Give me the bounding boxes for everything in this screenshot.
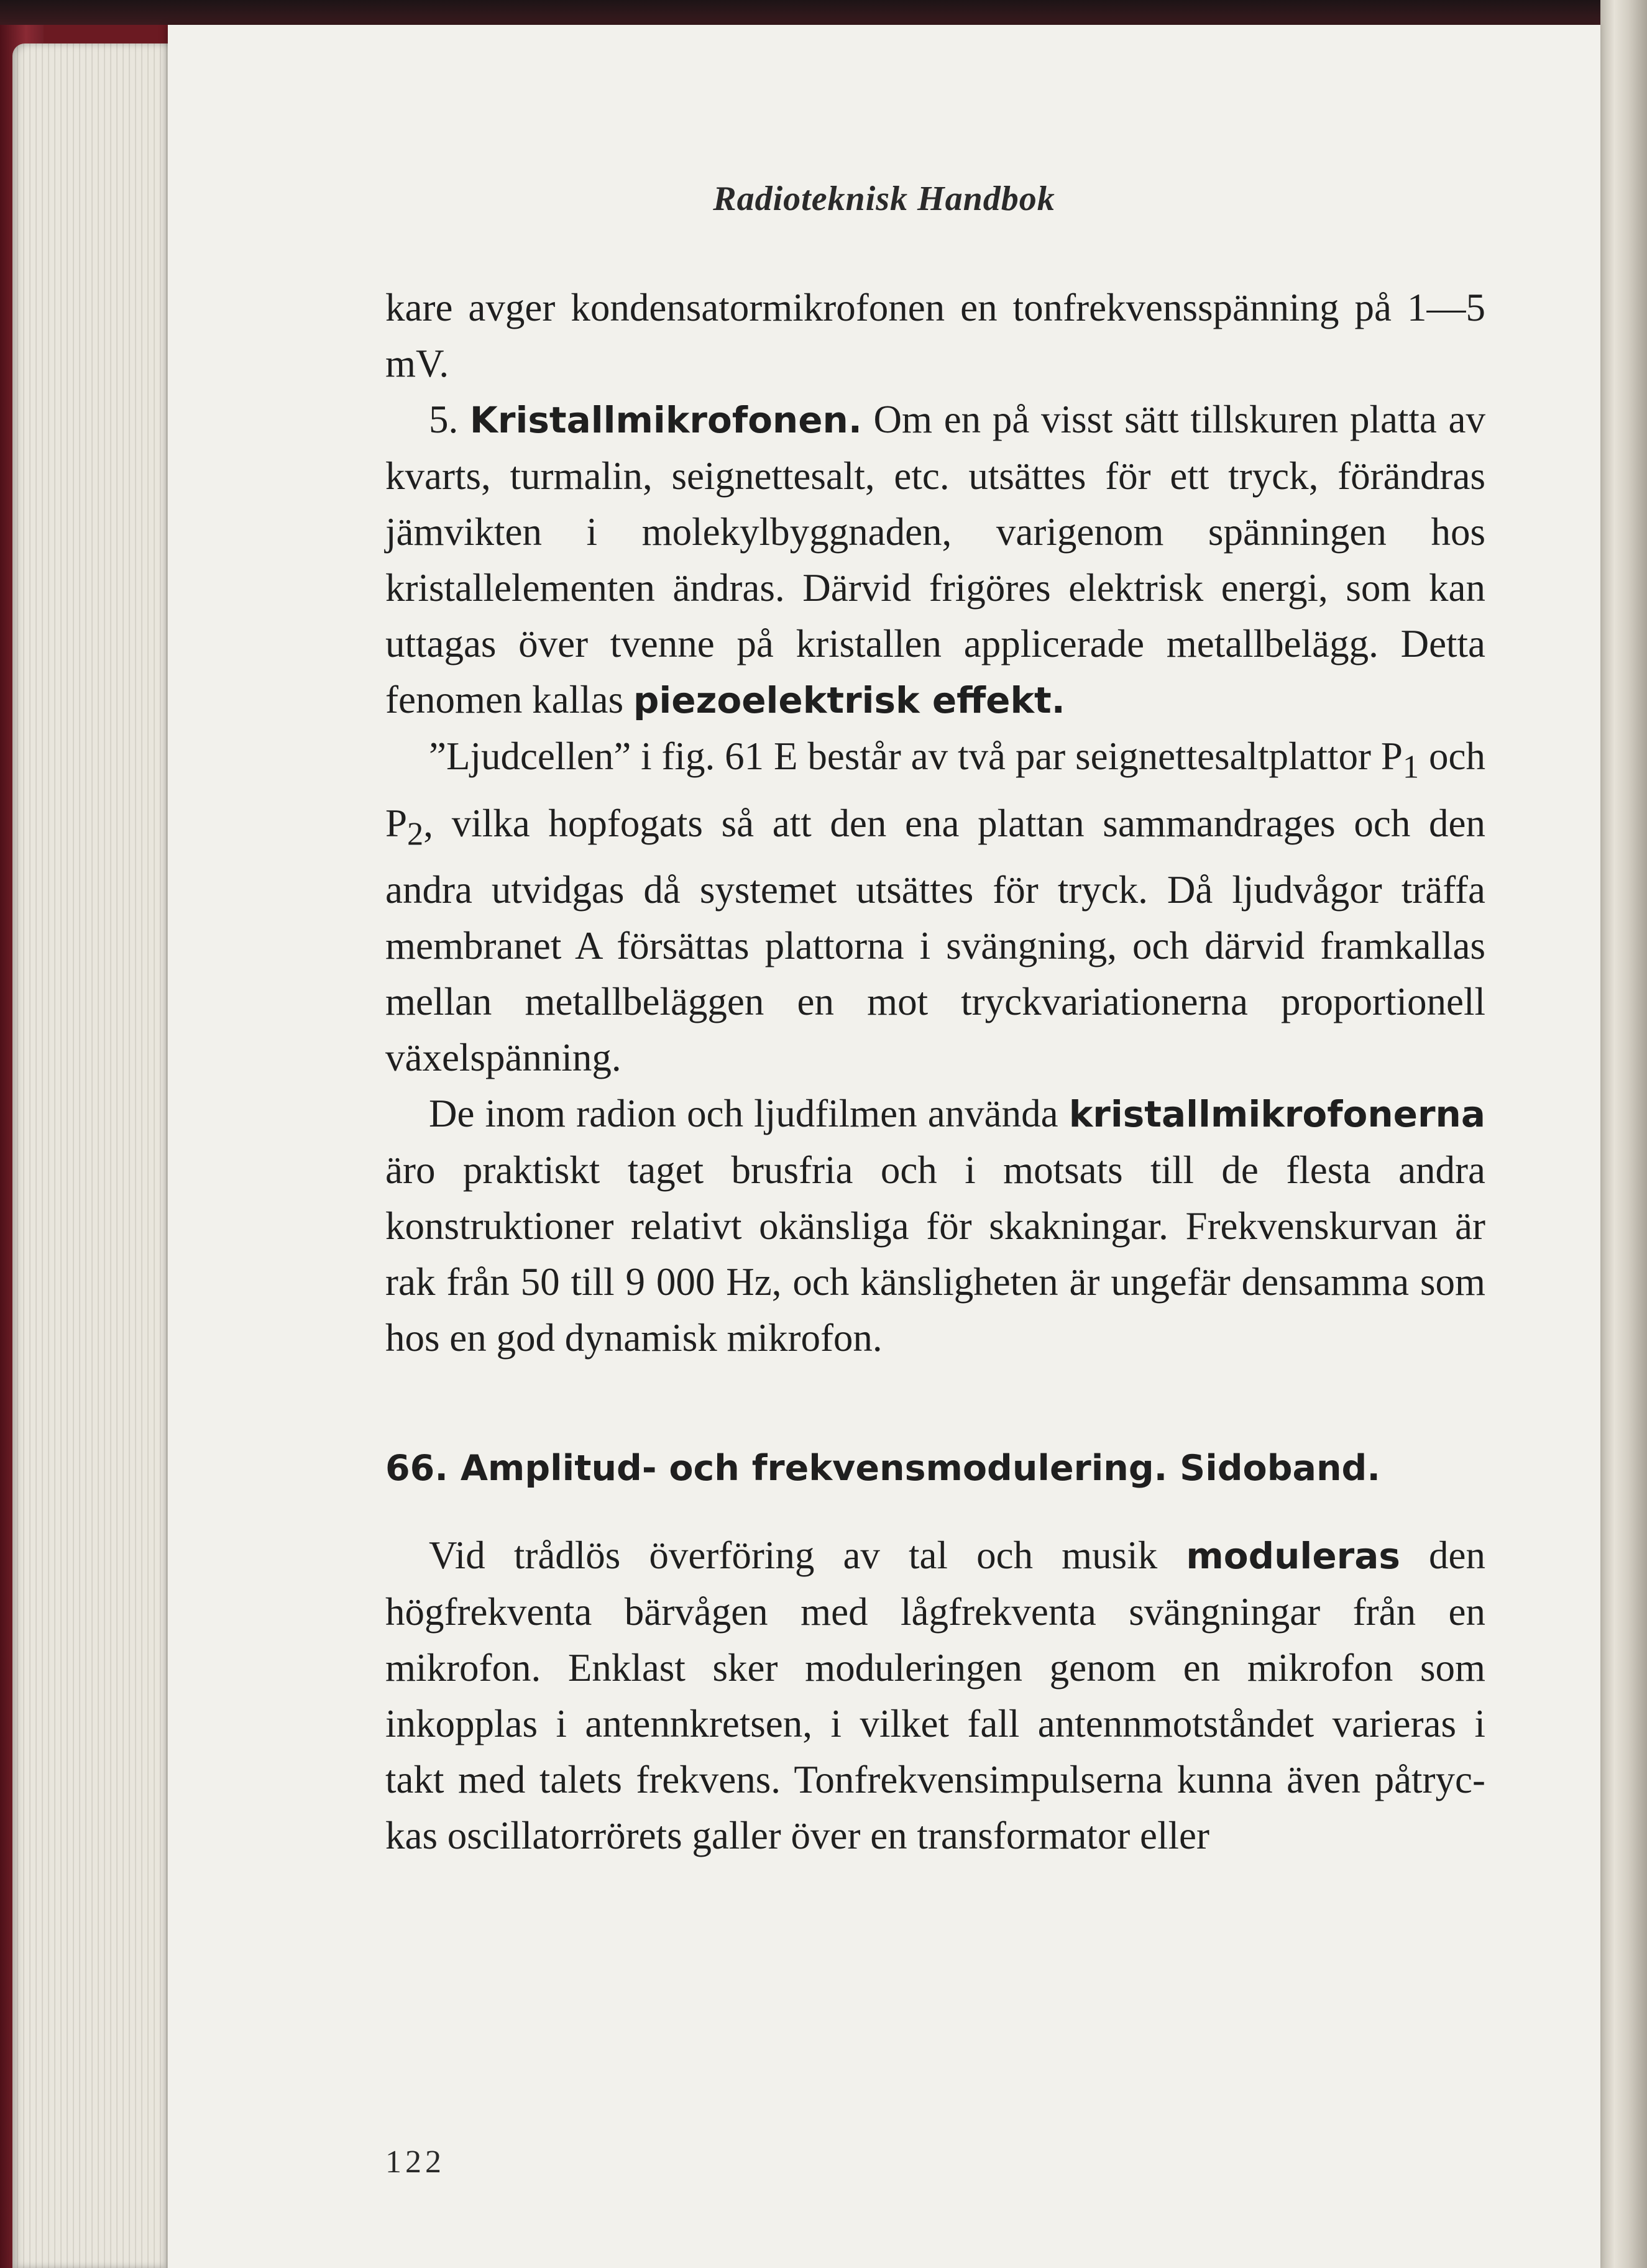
paragraph-text-part3: , vilka hopfogats så att den ena plattan sammandrages och den andra utvidgas då systemet utsättes för tryck. Då ljudvågor träffa membranet A försättas plattorna i svängning, och därvid framkallas mellan metallbeläggen en mot tryckvariationerna proportionell växelspänning. xyxy=(385,801,1485,1080)
subscript-2: 2 xyxy=(407,816,424,853)
paragraph-text-part2: och P xyxy=(385,734,1485,845)
paragraph-lead: Vid trådlös överföring av tal och musik xyxy=(429,1534,1158,1578)
term-moduleras: moduleras xyxy=(1186,1535,1400,1578)
paragraph-text: äro praktiskt taget brusfria och i motsats till de flesta andra konstruktioner relativt okänsliga för skakningar. Frekvenskurvan är rak från 50 till 9 000 Hz, och känsligheten är ungefär densamma som hos en god dynamisk mikrofon. xyxy=(385,1148,1485,1360)
paragraph-crystal-microphones-usage xyxy=(385,1086,1485,1366)
book-page xyxy=(168,25,1600,2268)
page-number: 122 xyxy=(385,2144,445,2180)
paragraph-number: 5. xyxy=(429,398,459,441)
book-gutter-right xyxy=(1600,0,1647,2268)
subscript-1: 1 xyxy=(1402,749,1420,785)
term-piezoelectric-effect: piezoelektrisk effekt. xyxy=(633,679,1065,721)
paragraph-text: den högfrekventa bärvågen med lågfrekventa svängningar från en mikrofon. Enklast sker moduleringen genom en mikrofon som inkopplas i antennkretsen, i vilket fall antennmotståndet varieras i takt med talets frekvens. Tonfrekvensimpulserna kunna även påtryckas oscillatorrörets galler över en transformator eller xyxy=(385,1534,1486,1858)
book-cover-top xyxy=(0,0,1647,25)
paragraph-text-part1: ”Ljudcellen” i fig. 61 E består av två par seignettesaltplattor P xyxy=(429,734,1403,778)
running-head: Radioteknisk Handbok xyxy=(713,180,1055,218)
paragraph-lead: De inom radion och ljudfilmen använda xyxy=(429,1092,1058,1136)
paragraph-text: Om en på visst sätt tillskuren platta av kvarts, turmalin, seignettesalt, etc. utsättes för ett tryck, förändras jämvikten i molekylbyggnaden, varigenom spänningen hos kristallelementen ändras. Därvid frigöres elektrisk energi, som kan uttagas över tvenne på kristallen applicerade metallbelägg. Detta fenomen kallas xyxy=(385,398,1486,721)
paragraph-sound-cell xyxy=(385,728,1485,1086)
paragraph-crystal-microphone xyxy=(385,391,1485,728)
page-edges-stack xyxy=(12,43,174,2268)
paragraph-modulation xyxy=(385,1527,1485,1863)
section-heading: 66. Amplitud- och frekvensmodulering. Sidoband. xyxy=(385,1448,1381,1489)
body-text xyxy=(385,280,1485,1863)
term-kristallmikrofonerna: kristallmikrofonerna xyxy=(1068,1093,1485,1136)
term-kristallmikrofonen: Kristallmikrofonen. xyxy=(469,399,862,441)
paragraph-continuation: kare avger kondensatormikrofonen en tonfrekvensspänning på 1—5 mV. xyxy=(385,286,1485,385)
